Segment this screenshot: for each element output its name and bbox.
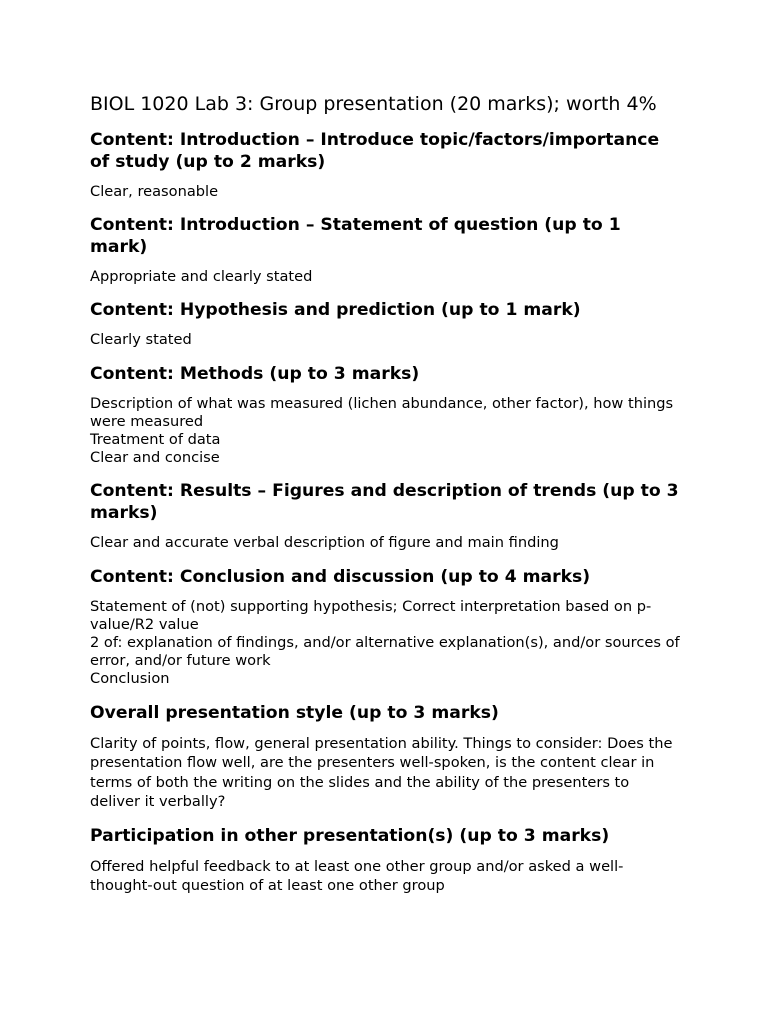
section-heading: Content: Introduction – Introduce topic/factors/importance of study (up to 2 marks)	[90, 130, 660, 172]
criteria-line: Appropriate and clearly stated	[90, 268, 313, 286]
section-heading: Content: Hypothesis and prediction (up to 1 mark)	[90, 300, 581, 321]
section-participation	[90, 825, 682, 896]
section-heading: Content: Results – Figures and description of trends (up to 3 marks)	[90, 481, 679, 524]
criteria-line: Statement of (not) supporting hypothesis; Correct interpretation based on p-value/R2 value	[90, 597, 652, 633]
document-title: BIOL 1020 Lab 3: Group presentation (20 marks); worth 4%	[90, 93, 657, 115]
section-conclusion	[90, 566, 682, 689]
criteria-line: Clearly stated	[90, 331, 192, 349]
section-body	[90, 734, 682, 812]
section-introduction-question	[90, 214, 682, 286]
section-methods	[90, 363, 682, 468]
criteria-line: 2 of: explanation of findings, and/or alternative explanation(s), and/or sources of error, and/or future work	[90, 634, 680, 670]
section-heading: Content: Introduction – Statement of question (up to 1 mark)	[90, 215, 621, 258]
section-heading: Overall presentation style (up to 3 marks)	[90, 702, 499, 723]
section-heading: Content: Methods (up to 3 marks)	[90, 363, 420, 384]
criteria-line: Offered helpful feedback to at least one other group and/or asked a well-thought-out question of at least one other group	[90, 857, 624, 895]
section-body	[90, 268, 682, 286]
section-body	[90, 534, 682, 552]
criteria-line: Clarity of points, flow, general presentation ability. Things to consider: Does the presentation flow well, are the presenters well-spoken, is the content clear in terms of both the writing on the slides and the ability of the presenters to deliver it verbally?	[90, 734, 673, 811]
criteria-line: Clear, reasonable	[90, 183, 219, 200]
section-presentation-style	[90, 702, 682, 812]
criteria-line: Conclusion	[90, 670, 170, 688]
document-page	[90, 92, 682, 909]
section-hypothesis	[90, 299, 682, 349]
section-results	[90, 480, 682, 552]
section-body	[90, 183, 682, 201]
section-body	[90, 857, 682, 896]
criteria-line: Clear and concise	[90, 449, 220, 467]
section-body	[90, 331, 682, 349]
section-heading: Participation in other presentation(s) (up to 3 marks)	[90, 825, 610, 846]
criteria-line: Clear and accurate verbal description of figure and main finding	[90, 534, 559, 552]
section-body	[90, 598, 682, 689]
section-introduction-topic	[90, 129, 682, 201]
criteria-line: Treatment of data	[90, 431, 221, 449]
criteria-line: Description of what was measured (lichen abundance, other factor), how things were measured	[90, 394, 674, 430]
section-heading: Content: Conclusion and discussion (up to 4 marks)	[90, 566, 591, 587]
section-body	[90, 395, 682, 468]
